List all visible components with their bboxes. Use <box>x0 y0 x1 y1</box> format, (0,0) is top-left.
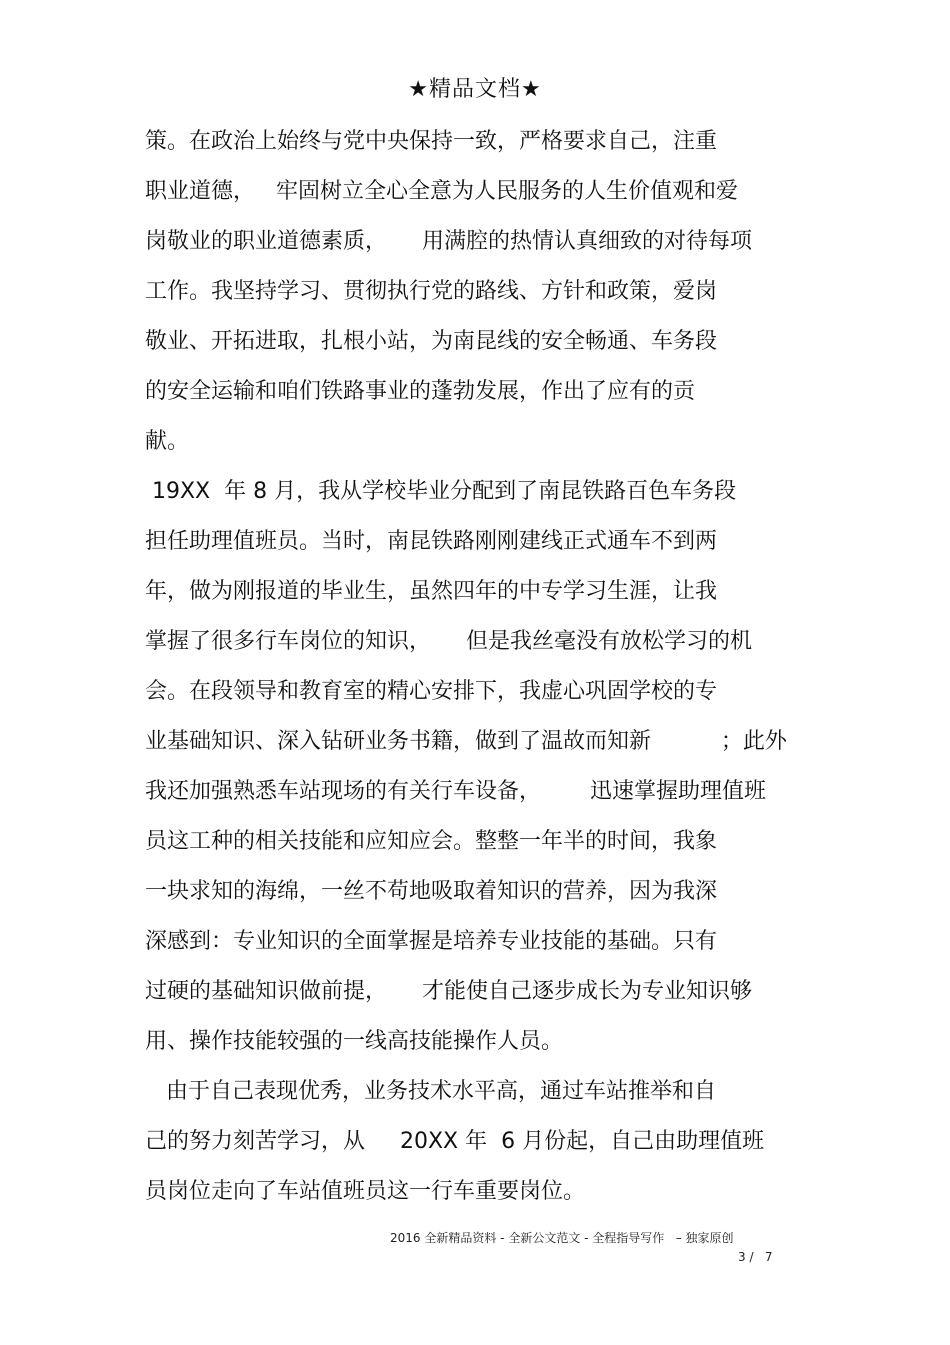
body-line: 由于自己表现优秀，业务技术水平高，通过车站推举和自 <box>145 1079 716 1104</box>
body-line: 年，做为刚报道的毕业生，虽然四年的中专学习生涯，让我 <box>145 579 718 604</box>
body-line: 敬业、开拓进取，扎根小站，为南昆线的安全畅通、车务段 <box>145 329 718 354</box>
body-line: 职业道德， 牢固树立全心全意为人民服务的人生价值观和爱 <box>145 179 738 204</box>
document-body <box>145 122 825 1222</box>
body-line: 策。在政治上始终与党中央保持一致，严格要求自己，注重 <box>145 129 718 154</box>
body-line: 掌握了很多行车岗位的知识， 但是我丝毫没有放松学习的机 <box>145 629 752 654</box>
body-line: 员岗位走向了车站值班员这一行车重要岗位。 <box>145 1179 586 1204</box>
body-line: 担任助理值班员。当时，南昆铁路刚刚建线正式通车不到两 <box>145 529 718 554</box>
footer-note: 2016 全新精品资料 - 全新公文范文 - 全程指导写作 – 独家原创 <box>390 1231 734 1245</box>
body-line: 业基础知识、深入钻研业务书籍，做到了温故而知新 ；此外 <box>145 729 787 754</box>
page-header-title: ★精品文档★ <box>408 77 542 102</box>
body-line: 会。在段领导和教育室的精心安排下，我虚心巩固学校的专 <box>145 679 718 704</box>
body-line: 过硬的基础知识做前提， 才能使自己逐步成长为专业知识够 <box>145 979 752 1004</box>
body-line: 深感到：专业知识的全面掌握是培养专业技能的基础。只有 <box>145 929 718 954</box>
body-line: 员这工种的相关技能和应知应会。整整一年半的时间，我象 <box>145 829 718 854</box>
body-line: 19XX 年 8 月，我从学校毕业分配到了南昆铁路百色车务段 <box>145 479 737 504</box>
body-line: 用、操作技能较强的一线高技能操作人员。 <box>145 1029 564 1054</box>
body-line: 我还加强熟悉车站现场的有关行车设备， 迅速掌握助理值班 <box>145 779 766 804</box>
body-line: 的安全运输和咱们铁路事业的蓬勃发展，作出了应有的贡 <box>145 379 696 404</box>
page-number: 3 / 7 <box>738 1250 773 1264</box>
body-line: 己的努力刻苦学习，从 20XX 年 6 月份起，自己由助理值班 <box>145 1129 765 1154</box>
body-line: 献。 <box>145 429 190 454</box>
body-line: 岗敬业的职业道德素质， 用满腔的热情认真细致的对待每项 <box>145 229 752 254</box>
body-line: 一块求知的海绵，一丝不苟地吸取着知识的营养，因为我深 <box>145 879 718 904</box>
body-line: 工作。我坚持学习、贯彻执行党的路线、方针和政策，爱岗 <box>145 279 718 304</box>
